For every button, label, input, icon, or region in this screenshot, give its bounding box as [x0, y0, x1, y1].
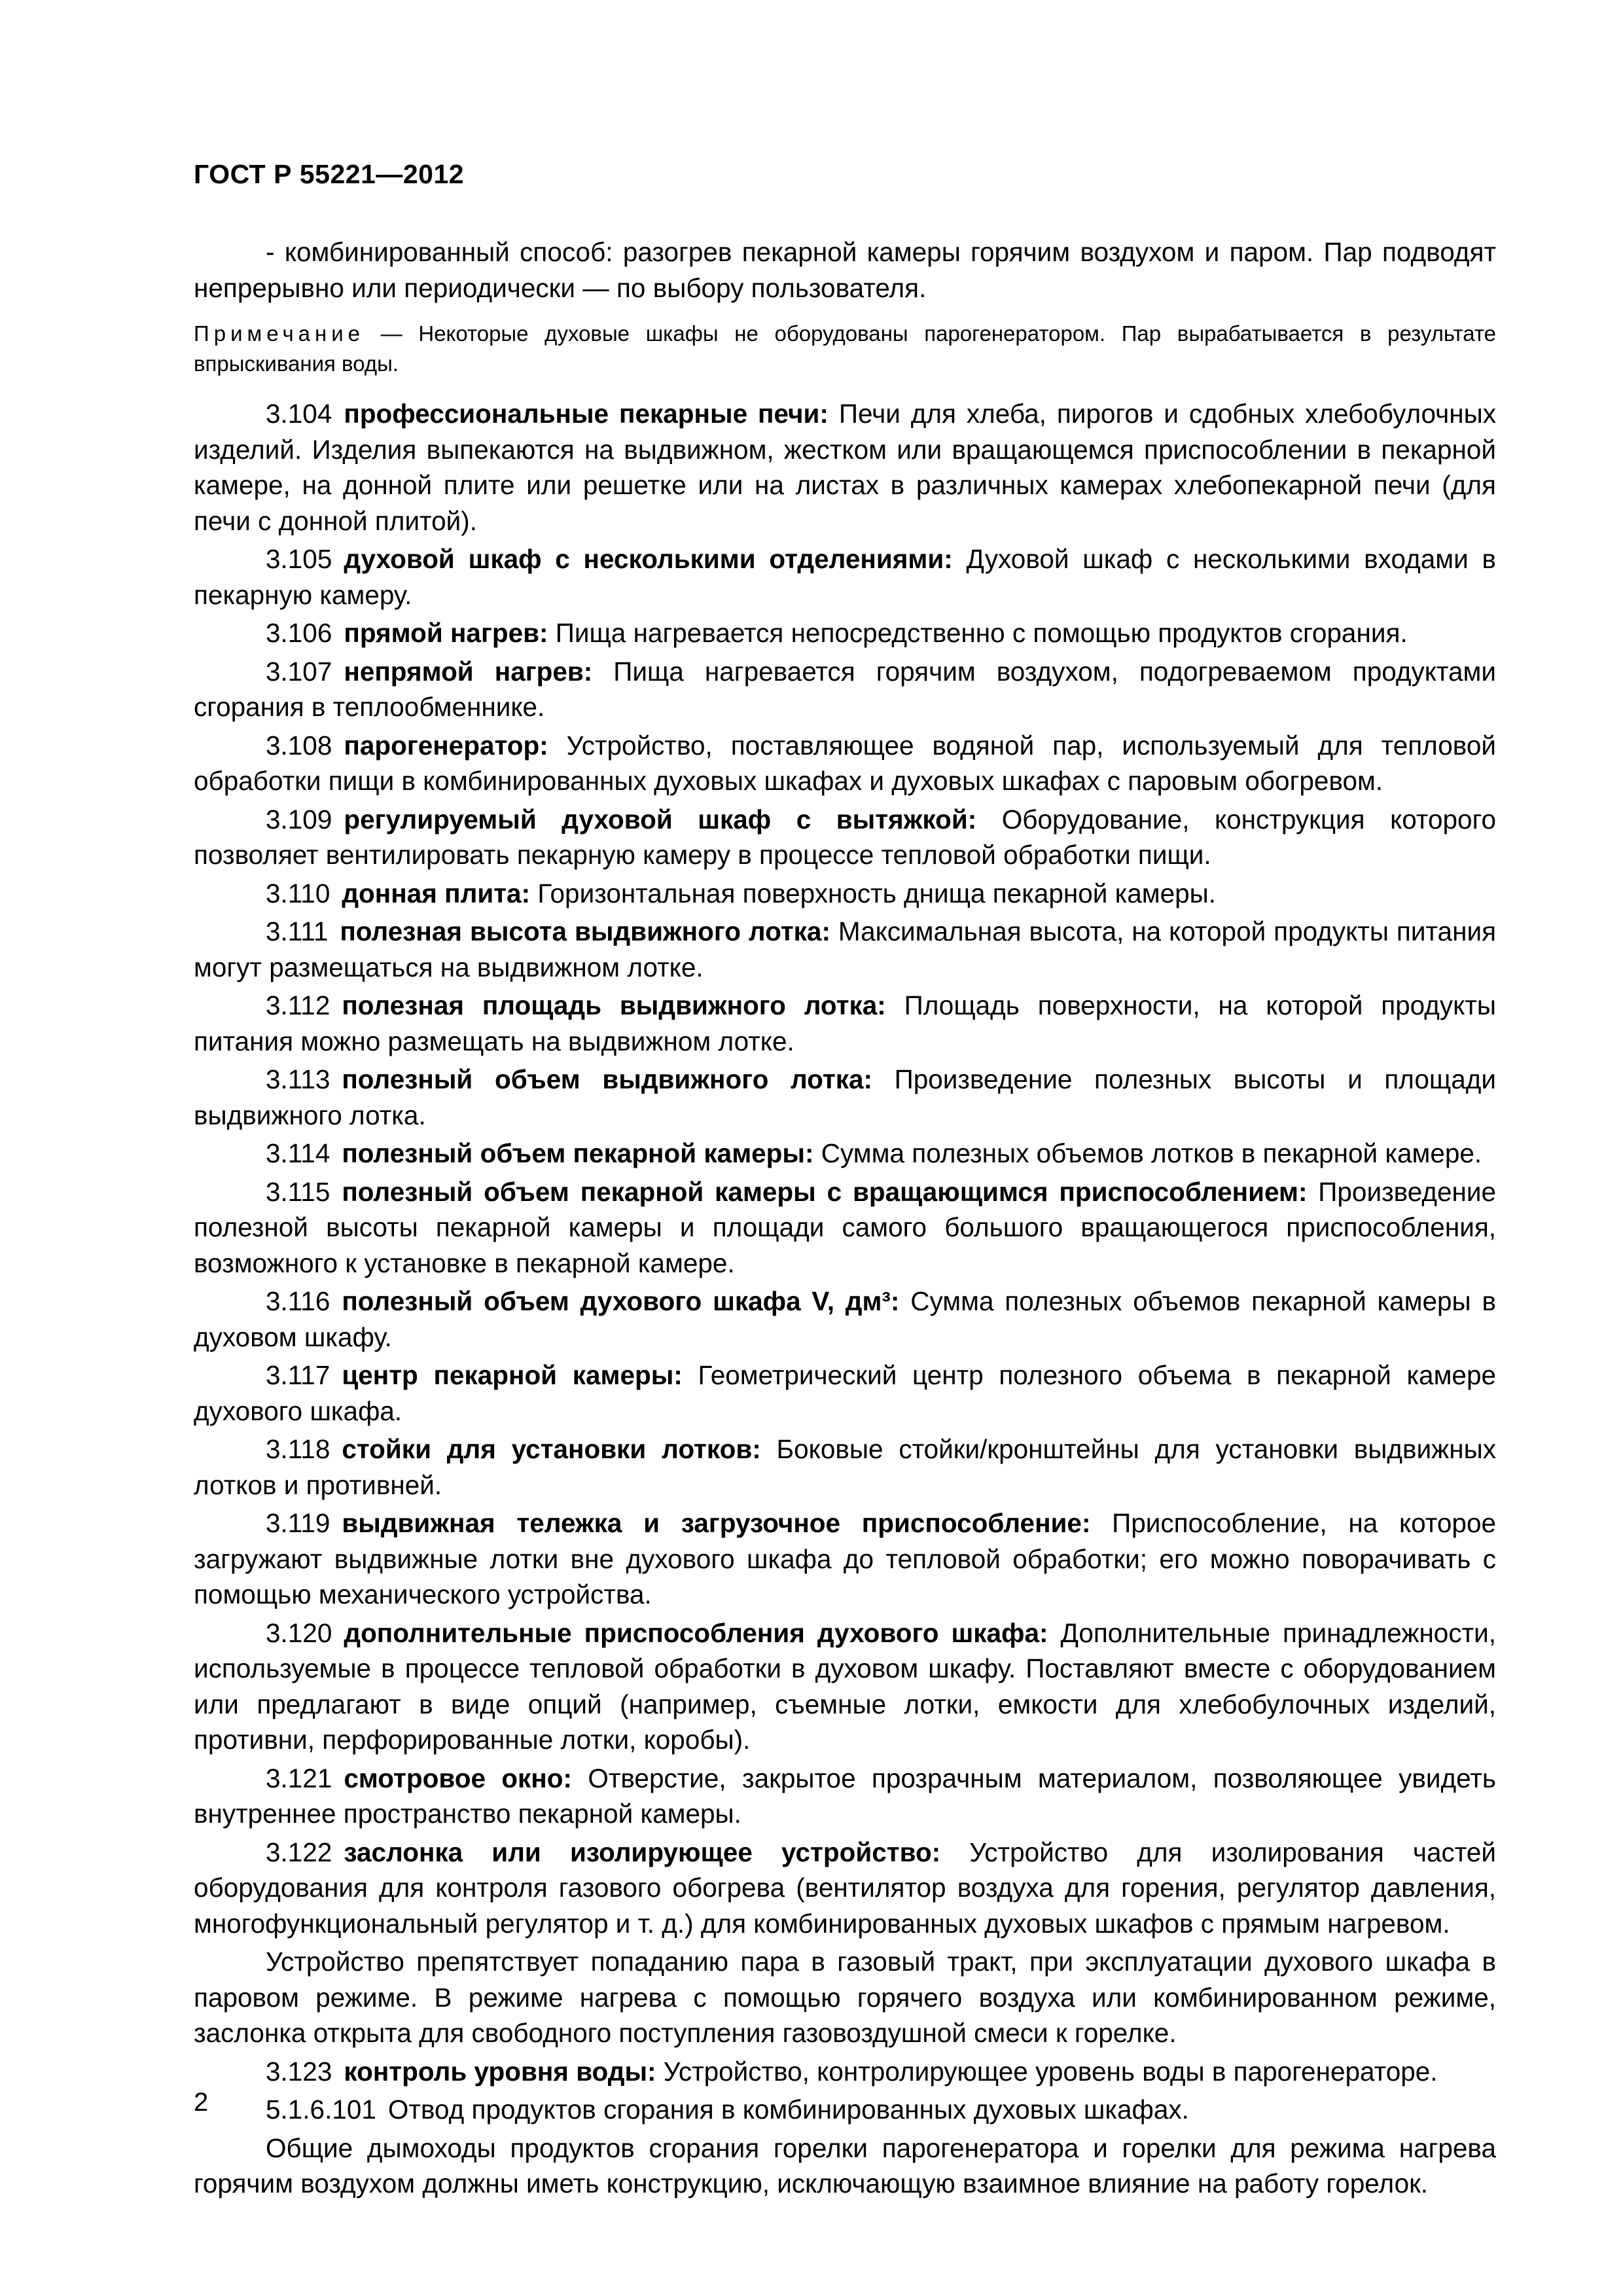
clause-text: Отвод продуктов сгорания в комбинированных духовых шкафах.	[387, 2094, 1189, 2125]
page-number: 2	[194, 2088, 209, 2117]
definition-term: полезный объем пекарной камеры:	[342, 1138, 814, 1168]
definition-term: регулируемый духовой шкаф с вытяжкой:	[344, 804, 977, 834]
definition-item	[194, 1357, 1496, 1429]
definition-text: Устройство для изолирования частей оборудования для контроля газового обогрева (вентилятор воздуха для горения, регулятор давления, многофункциональный регулятор и т. д.) для комбинированных духовых шкафов с прямым нагревом.	[194, 1837, 1496, 1939]
definition-term: центр пекарной камеры:	[342, 1360, 683, 1390]
definition-number: 3.112	[266, 990, 330, 1020]
definition-text: Устройство, поставляющее водяной пар, используемый для тепловой обработки пищи в комбинированных духовых шкафах и духовых шкафах с паровым обогревом.	[194, 730, 1496, 796]
definition-number: 3.115	[266, 1176, 330, 1207]
definition-item	[194, 541, 1496, 613]
definition-item	[194, 1431, 1496, 1503]
definition-term: парогенератор:	[344, 730, 548, 761]
final-paragraph: Общие дымоходы продуктов сгорания горелки парогенератора и горелки для режима нагрева горячим воздухом должны иметь конструкцию, исключающую взаимное влияние на работу горелок.	[194, 2132, 1496, 2198]
definition-term: полезный объем пекарной камеры с вращающимся приспособлением:	[342, 1176, 1308, 1207]
paragraph-after-3122: Устройство препятствует попаданию пара в газовый тракт, при эксплуатации духового шкафа в паровом режиме. В режиме нагрева с помощью горячего воздуха или комбинированном режиме, заслонка открыта для свободного поступления газовоздушной смеси к горелке.	[194, 1946, 1496, 2048]
definition-text: Отверстие, закрытое прозрачным материалом, позволяющее увидеть внутреннее пространство пекарной камеры.	[194, 1763, 1496, 1829]
definition-number: 3.114	[266, 1138, 330, 1168]
definition-item	[194, 802, 1496, 873]
definition-number: 3.109	[266, 804, 332, 834]
definition-term: стойки для установки лотков:	[342, 1434, 761, 1464]
definition-term: выдвижная тележка и загрузочное приспособление:	[342, 1508, 1091, 1538]
document-body	[194, 234, 1496, 2204]
document-header: ГОСТ Р 55221—2012	[194, 159, 465, 189]
definition-number: 3.118	[266, 1434, 330, 1464]
definition-term: полезная площадь выдвижного лотка:	[342, 990, 886, 1020]
definition-text: Приспособление, на которое загружают выдвижные лотки вне духового шкафа до тепловой обработки; его можно поворачивать с помощью механического устройства.	[194, 1508, 1496, 1609]
definition-text: Боковые стойки/кронштейны для установки выдвижных лотков и противней.	[194, 1434, 1496, 1500]
definition-item	[194, 728, 1496, 799]
definition-term: дополнительные приспособления духового шкафа:	[344, 1617, 1048, 1648]
definition-item	[194, 1283, 1496, 1355]
definition-item	[194, 615, 1496, 651]
definition-term: заслонка или изолирующее устройство:	[344, 1837, 941, 1867]
definition-number: 3.110	[266, 878, 330, 908]
definition-term: донная плита:	[342, 878, 531, 908]
definition-item	[194, 1761, 1496, 1832]
definition-item	[194, 1062, 1496, 1133]
note-label: Примечание	[194, 321, 365, 346]
definition-text: Сумма полезных объемов лотков в пекарной камере.	[813, 1138, 1482, 1168]
definition-number: 3.107	[266, 656, 332, 687]
definition-term: полезная высота выдвижного лотка:	[340, 916, 830, 946]
definition-text: Горизонтальная поверхность днища пекарной камеры.	[530, 878, 1217, 908]
note-paragraph	[194, 319, 1496, 379]
definition-text: Устройство, контролирующее уровень воды в парогенераторе.	[656, 2056, 1438, 2087]
definition-item	[194, 1174, 1496, 1282]
definition-number: 3.108	[266, 730, 332, 761]
definition-item	[194, 988, 1496, 1059]
definition-text: Геометрический центр полезного объема в пекарной камере духового шкафа.	[194, 1360, 1496, 1426]
definition-number: 3.117	[266, 1360, 330, 1390]
clause-paragraph	[194, 2092, 1496, 2128]
definition-term: непрямой нагрев:	[344, 656, 593, 687]
definition-text: Пища нагревается непосредственно с помощью продуктов сгорания.	[548, 618, 1408, 648]
definition-text: Максимальная высота, на которой продукты питания могут размещаться на выдвижном лотке.	[194, 916, 1497, 982]
definition-number: 3.120	[266, 1617, 332, 1648]
definition-text: Произведение полезной высоты пекарной камеры и площади самого большого вращающегося приспособления, возможного к установке в пекарной камере.	[194, 1176, 1497, 1278]
definition-number: 3.104	[266, 399, 332, 429]
definition-number: 3.123	[266, 2056, 332, 2087]
definition-number: 3.122	[266, 1837, 332, 1867]
definition-number: 3.116	[266, 1286, 330, 1316]
definition-text: Площадь поверхности, на которой продукты питания можно размещать на выдвижном лотке.	[194, 990, 1496, 1056]
definition-number: 3.106	[266, 618, 332, 648]
definition-text: Дополнительные принадлежности, используемые в процессе тепловой обработки в духовом шкафу. Поставляют вместе с оборудованием или предлагают в виде опций (например, съемные лотки, емкости для хлебобулочных изделий, противни, перфорированные лотки, коробы).	[194, 1617, 1497, 1755]
definition-item	[194, 1136, 1496, 1172]
definition-term: духовой шкаф с несколькими отделениями:	[344, 544, 953, 574]
definition-3123	[194, 2054, 1496, 2090]
definition-term: полезный объем духового шкафа V, дм³:	[342, 1286, 900, 1316]
definition-number: 3.113	[266, 1064, 330, 1094]
definition-item	[194, 914, 1496, 985]
definition-item	[194, 1505, 1496, 1613]
definition-item	[194, 396, 1496, 539]
clause-number: 5.1.6.101	[266, 2094, 376, 2125]
definition-number: 3.121	[266, 1763, 332, 1793]
intro-paragraph: - комбинированный способ: разогрев пекарной камеры горячим воздухом и паром. Пар подводят непрерывно или периодически — по выбору пользователя.	[194, 237, 1496, 303]
definition-text: Духовой шкаф с несколькими входами в пекарную камеру.	[194, 544, 1496, 610]
definition-term: полезный объем выдвижного лотка:	[342, 1064, 872, 1094]
definition-term: прямой нагрев:	[344, 618, 548, 648]
definition-term: контроль уровня воды:	[344, 2056, 656, 2087]
definition-number: 3.105	[266, 544, 332, 574]
definition-number: 3.111	[266, 916, 329, 946]
definition-text: Оборудование, конструкция которого позволяет вентилировать пекарную камеру в процессе тепловой обработки пищи.	[194, 804, 1496, 870]
definition-item	[194, 876, 1496, 912]
definition-text: Сумма полезных объемов пекарной камеры в духовом шкафу.	[194, 1286, 1496, 1352]
definition-item	[194, 1615, 1496, 1758]
definition-term: профессиональные пекарные печи:	[344, 399, 829, 429]
note-text: — Некоторые духовые шкафы не оборудованы парогенератором. Пар вырабатывается в результате впрыскивания воды.	[194, 321, 1496, 376]
definition-item	[194, 1835, 1496, 1942]
definition-number: 3.119	[266, 1508, 330, 1538]
definition-text: Печи для хлеба, пирогов и сдобных хлебобулочных изделий. Изделия выпекаются на выдвижном, жестком или вращающемся приспособлении в пекарной камере, на донной плите или решетке или на листах в различных камерах хлебопекарной печи (для печи с донной плитой).	[194, 399, 1496, 536]
definition-text: Пища нагревается горячим воздухом, подогреваемом продуктами сгорания в теплообменнике.	[194, 656, 1496, 722]
definitions-list	[194, 396, 1496, 1941]
definition-item	[194, 654, 1496, 725]
definition-text: Произведение полезных высоты и площади выдвижного лотка.	[194, 1064, 1496, 1130]
definition-term: смотровое окно:	[344, 1763, 572, 1793]
